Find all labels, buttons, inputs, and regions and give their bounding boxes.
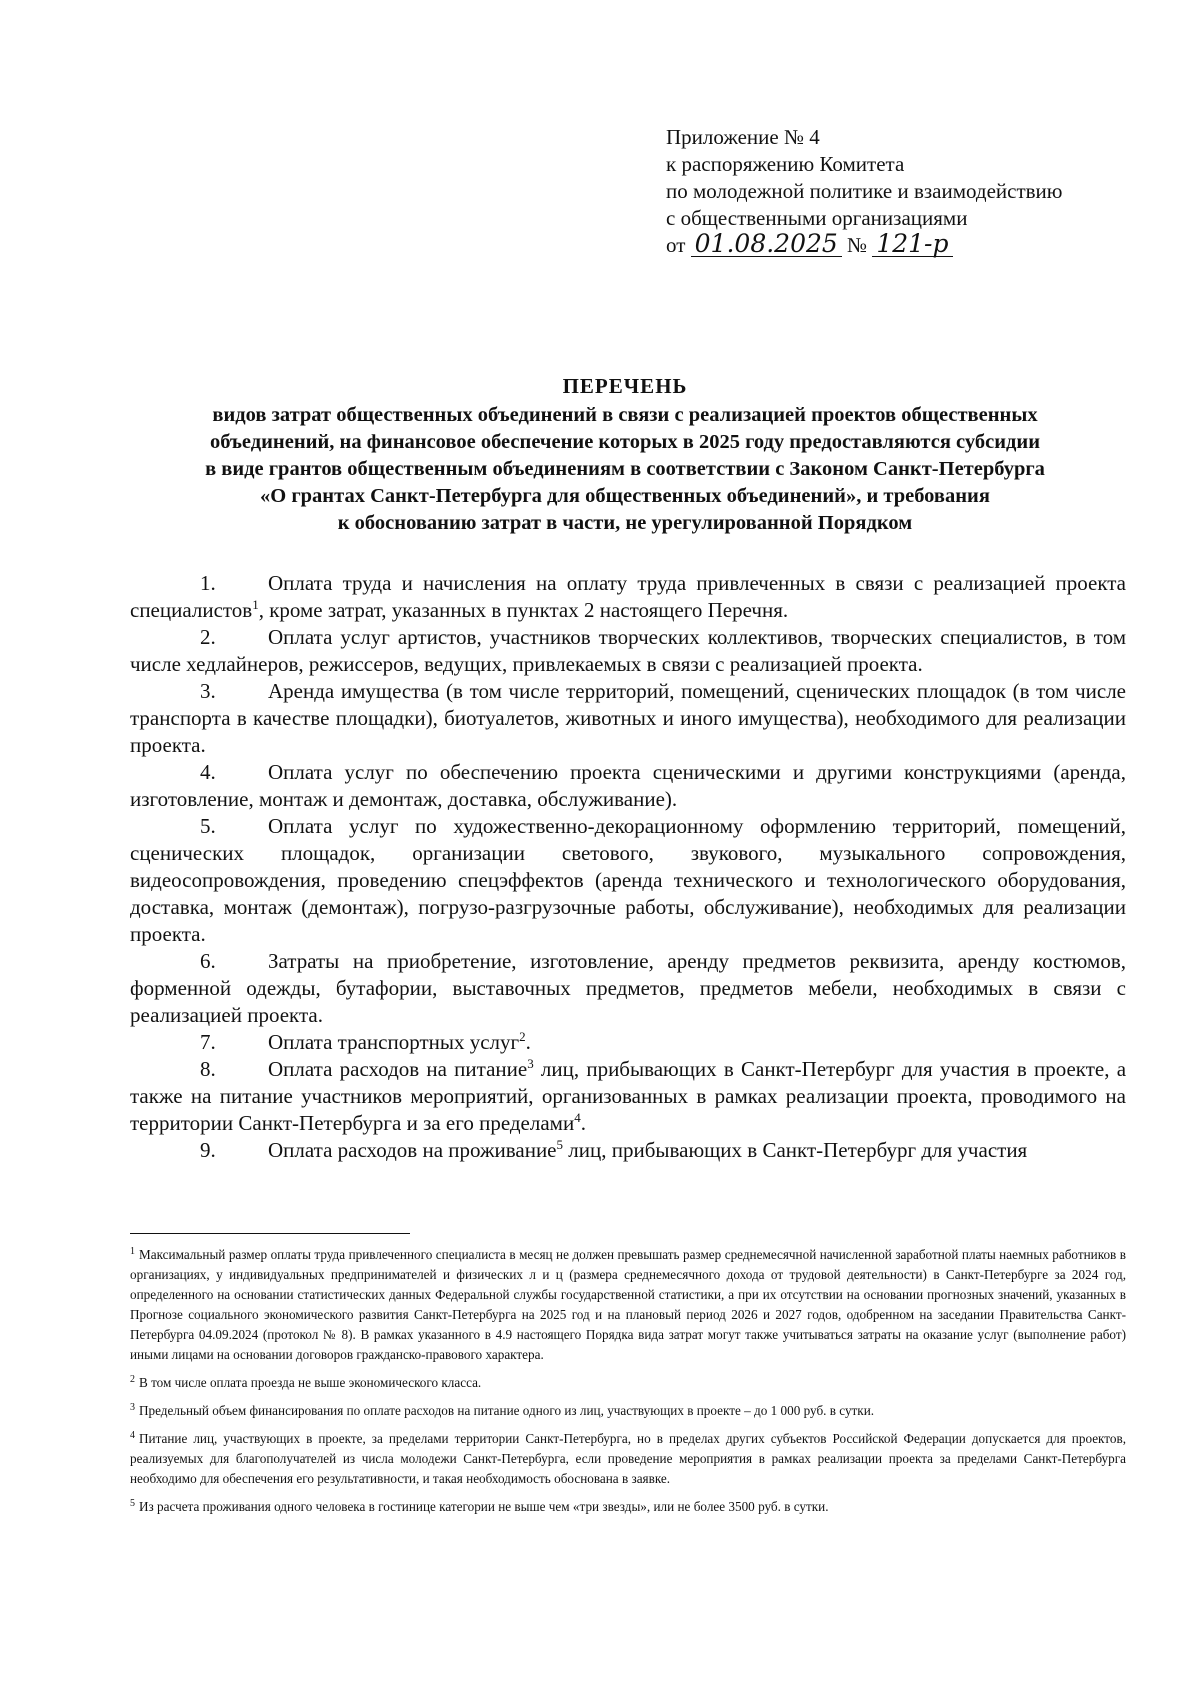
item-text: Затраты на приобретение, изготовление, аренду предметов реквизита, аренду костюмов, форменной одежды, бутафории, выставочных предметов, предметов мебели, необходимых в связи с реализацией проекта. — [130, 949, 1126, 1027]
item-number: 2. — [200, 625, 216, 649]
footnote-number: 5 — [130, 1497, 135, 1509]
subtitle-line: к обоснованию затрат в части, не урегулированной Порядком — [337, 512, 913, 534]
footnote-number: 3 — [130, 1401, 135, 1413]
footnote-ref: 5 — [556, 1137, 564, 1152]
footnote-text: В том числе оплата проезда не выше экономического класса. — [139, 1375, 482, 1390]
footnotes — [130, 1245, 1126, 1525]
item-text: Оплата услуг по обеспечению проекта сценическими и другими конструкциями (аренда, изготовление, монтаж и демонтаж, доставка, обслуживание). — [130, 760, 1126, 811]
footnote-number: 2 — [130, 1373, 135, 1385]
items-list — [130, 570, 1126, 1164]
footnote-number: 1 — [130, 1245, 135, 1257]
document-title: ПЕРЕЧЕНЬ — [562, 374, 688, 398]
title-block — [130, 373, 1120, 537]
footnote — [130, 1245, 1126, 1365]
annex-date-line — [666, 229, 1063, 259]
footnote-text: Питание лиц, участвующих в проекте, за пределами территории Санкт-Петербурга, но в пределах других субъектов Российской Федерации допускается для проектов, реализуемых для благополучателей из числа молодежи Санкт-Петербурга, если проведение мероприятия в рамках реализации проекта за пределами Санкт-Петербурга необходимо для обеспечения его результативности, и такая необходимость обоснована в заявке. — [130, 1431, 1126, 1486]
footnote-divider — [130, 1233, 410, 1234]
footnote — [130, 1401, 1126, 1421]
subtitle-line: в виде грантов общественным объединениям в соответствии с Законом Санкт-Петербурга — [205, 458, 1045, 480]
footnote — [130, 1429, 1126, 1489]
annex-line-committee: по молодежной политике и взаимодействию — [666, 179, 1063, 203]
list-item — [130, 570, 1126, 624]
item-text: Оплата транспортных услуг — [268, 1030, 520, 1054]
item-text-cont: . — [525, 1030, 531, 1054]
footnote-text: Из расчета проживания одного человека в гостинице категории не выше чем «три звезды», или не более 3500 руб. в сутки. — [139, 1499, 829, 1514]
list-item — [130, 948, 1126, 1029]
item-text-end: . — [580, 1111, 586, 1135]
item-number: 6. — [200, 949, 216, 973]
item-text-cont: лиц, прибывающих в Санкт-Петербург для участия — [563, 1138, 1028, 1162]
footnote-ref: 3 — [527, 1056, 534, 1071]
footnote-text: Максимальный размер оплаты труда привлеченного специалиста в месяц не должен превышать размер среднемесячной начисленной заработной платы наемных работников в организациях, у индивидуальных предпринимателей и физических л и ц (размера среднемесячного дохода от трудовой деятельности) в Санкт-Петербурге за 2024 год, определенного на основании статистических данных Федеральной службы государственной статистики, а при их отсутствии на основании прогнозных значений, указанных в Прогнозе социального экономического развития Санкт-Петербурга на 2025 год и на плановый период 2026 и 2027 годов, одобренном на заседании Правительства Санкт-Петербурга 04.09.2024 (протокол № 8). В рамках указанного в 4.9 настоящего Порядка вида затрат могут также учитываться затраты на оказание услуг (выполнение работ) иными лицами на основании договоров гражданско-правового характера. — [130, 1247, 1126, 1362]
item-text: Оплата расходов на проживание — [268, 1138, 557, 1162]
item-text: Оплата расходов на питание — [268, 1057, 528, 1081]
item-number: 3. — [200, 679, 216, 703]
list-item — [130, 1056, 1126, 1137]
annex-line-organizations: с общественными организациями — [666, 206, 968, 230]
footnote-number: 4 — [130, 1429, 135, 1441]
item-text: Оплата труда и начисления на оплату труда привлеченных в связи с реализацией проекта специалистов — [130, 571, 1126, 622]
list-item — [130, 1029, 1126, 1056]
footnote-ref: 1 — [252, 597, 259, 612]
item-number: 9. — [200, 1138, 216, 1162]
subtitle-line: объединений, на финансовое обеспечение которых в 2025 году предоставляются субсидии — [209, 431, 1041, 453]
item-number: 1. — [200, 571, 216, 595]
footnote-ref: 2 — [519, 1029, 526, 1044]
list-item — [130, 759, 1126, 813]
item-number: 4. — [200, 760, 216, 784]
item-text-cont: лиц, прибывающих в Санкт-Петербург для участия в проекте, а также на питание участников мероприятий, организованных в рамках реализации проекта, проводимого на территории Санкт-Петербурга и за его пределами — [130, 1057, 1127, 1135]
item-text: Оплата услуг артистов, участников творческих коллективов, творческих специалистов, в том числе хедлайнеров, режиссеров, ведущих, привлекаемых в связи с реализацией проекта. — [130, 625, 1126, 676]
item-number: 7. — [200, 1030, 216, 1054]
list-item — [130, 678, 1126, 759]
list-item — [130, 624, 1126, 678]
item-text: Оплата услуг по художественно-декорационному оформлению территорий, помещений, сценических площадок, организации светового, звукового, музыкального сопровождения, видеосопровождения, проведению спецэффектов (аренда технического и технологического оборудования, доставка, монтаж (демонтаж), погрузо-разгрузочные работы, обслуживание), необходимых для реализации проекта. — [130, 814, 1126, 946]
handwritten-date: 01.08.2025 — [691, 232, 842, 257]
number-prefix: № — [847, 233, 868, 257]
date-prefix: от — [666, 233, 686, 257]
annex-block — [666, 124, 1063, 259]
footnote-text: Предельный объем финансирования по оплате расходов на питание одного из лиц, участвующих в проекте – до 1 000 руб. в сутки. — [139, 1403, 875, 1418]
footnote — [130, 1497, 1126, 1517]
item-number: 8. — [200, 1057, 216, 1081]
footnote — [130, 1373, 1126, 1393]
handwritten-number: 121-р — [872, 232, 952, 257]
item-number: 5. — [200, 814, 216, 838]
item-text: Аренда имущества (в том числе территорий, помещений, сценических площадок (в том числе транспорта в качестве площадки), биотуалетов, животных и иного имущества), необходимого для реализации проекта. — [130, 679, 1126, 757]
list-item — [130, 813, 1126, 948]
annex-line-order: к распоряжению Комитета — [666, 152, 905, 176]
subtitle-line: «О грантах Санкт-Петербурга для общественных объединений», и требования — [260, 485, 990, 507]
item-text-cont: , кроме затрат, указанных в пунктах 2 настоящего Перечня. — [258, 598, 789, 622]
list-item — [130, 1137, 1126, 1164]
footnote-ref: 4 — [574, 1110, 581, 1125]
annex-title: Приложение № 4 — [666, 125, 820, 149]
subtitle-line: видов затрат общественных объединений в связи с реализацией проектов общественных — [212, 404, 1038, 426]
